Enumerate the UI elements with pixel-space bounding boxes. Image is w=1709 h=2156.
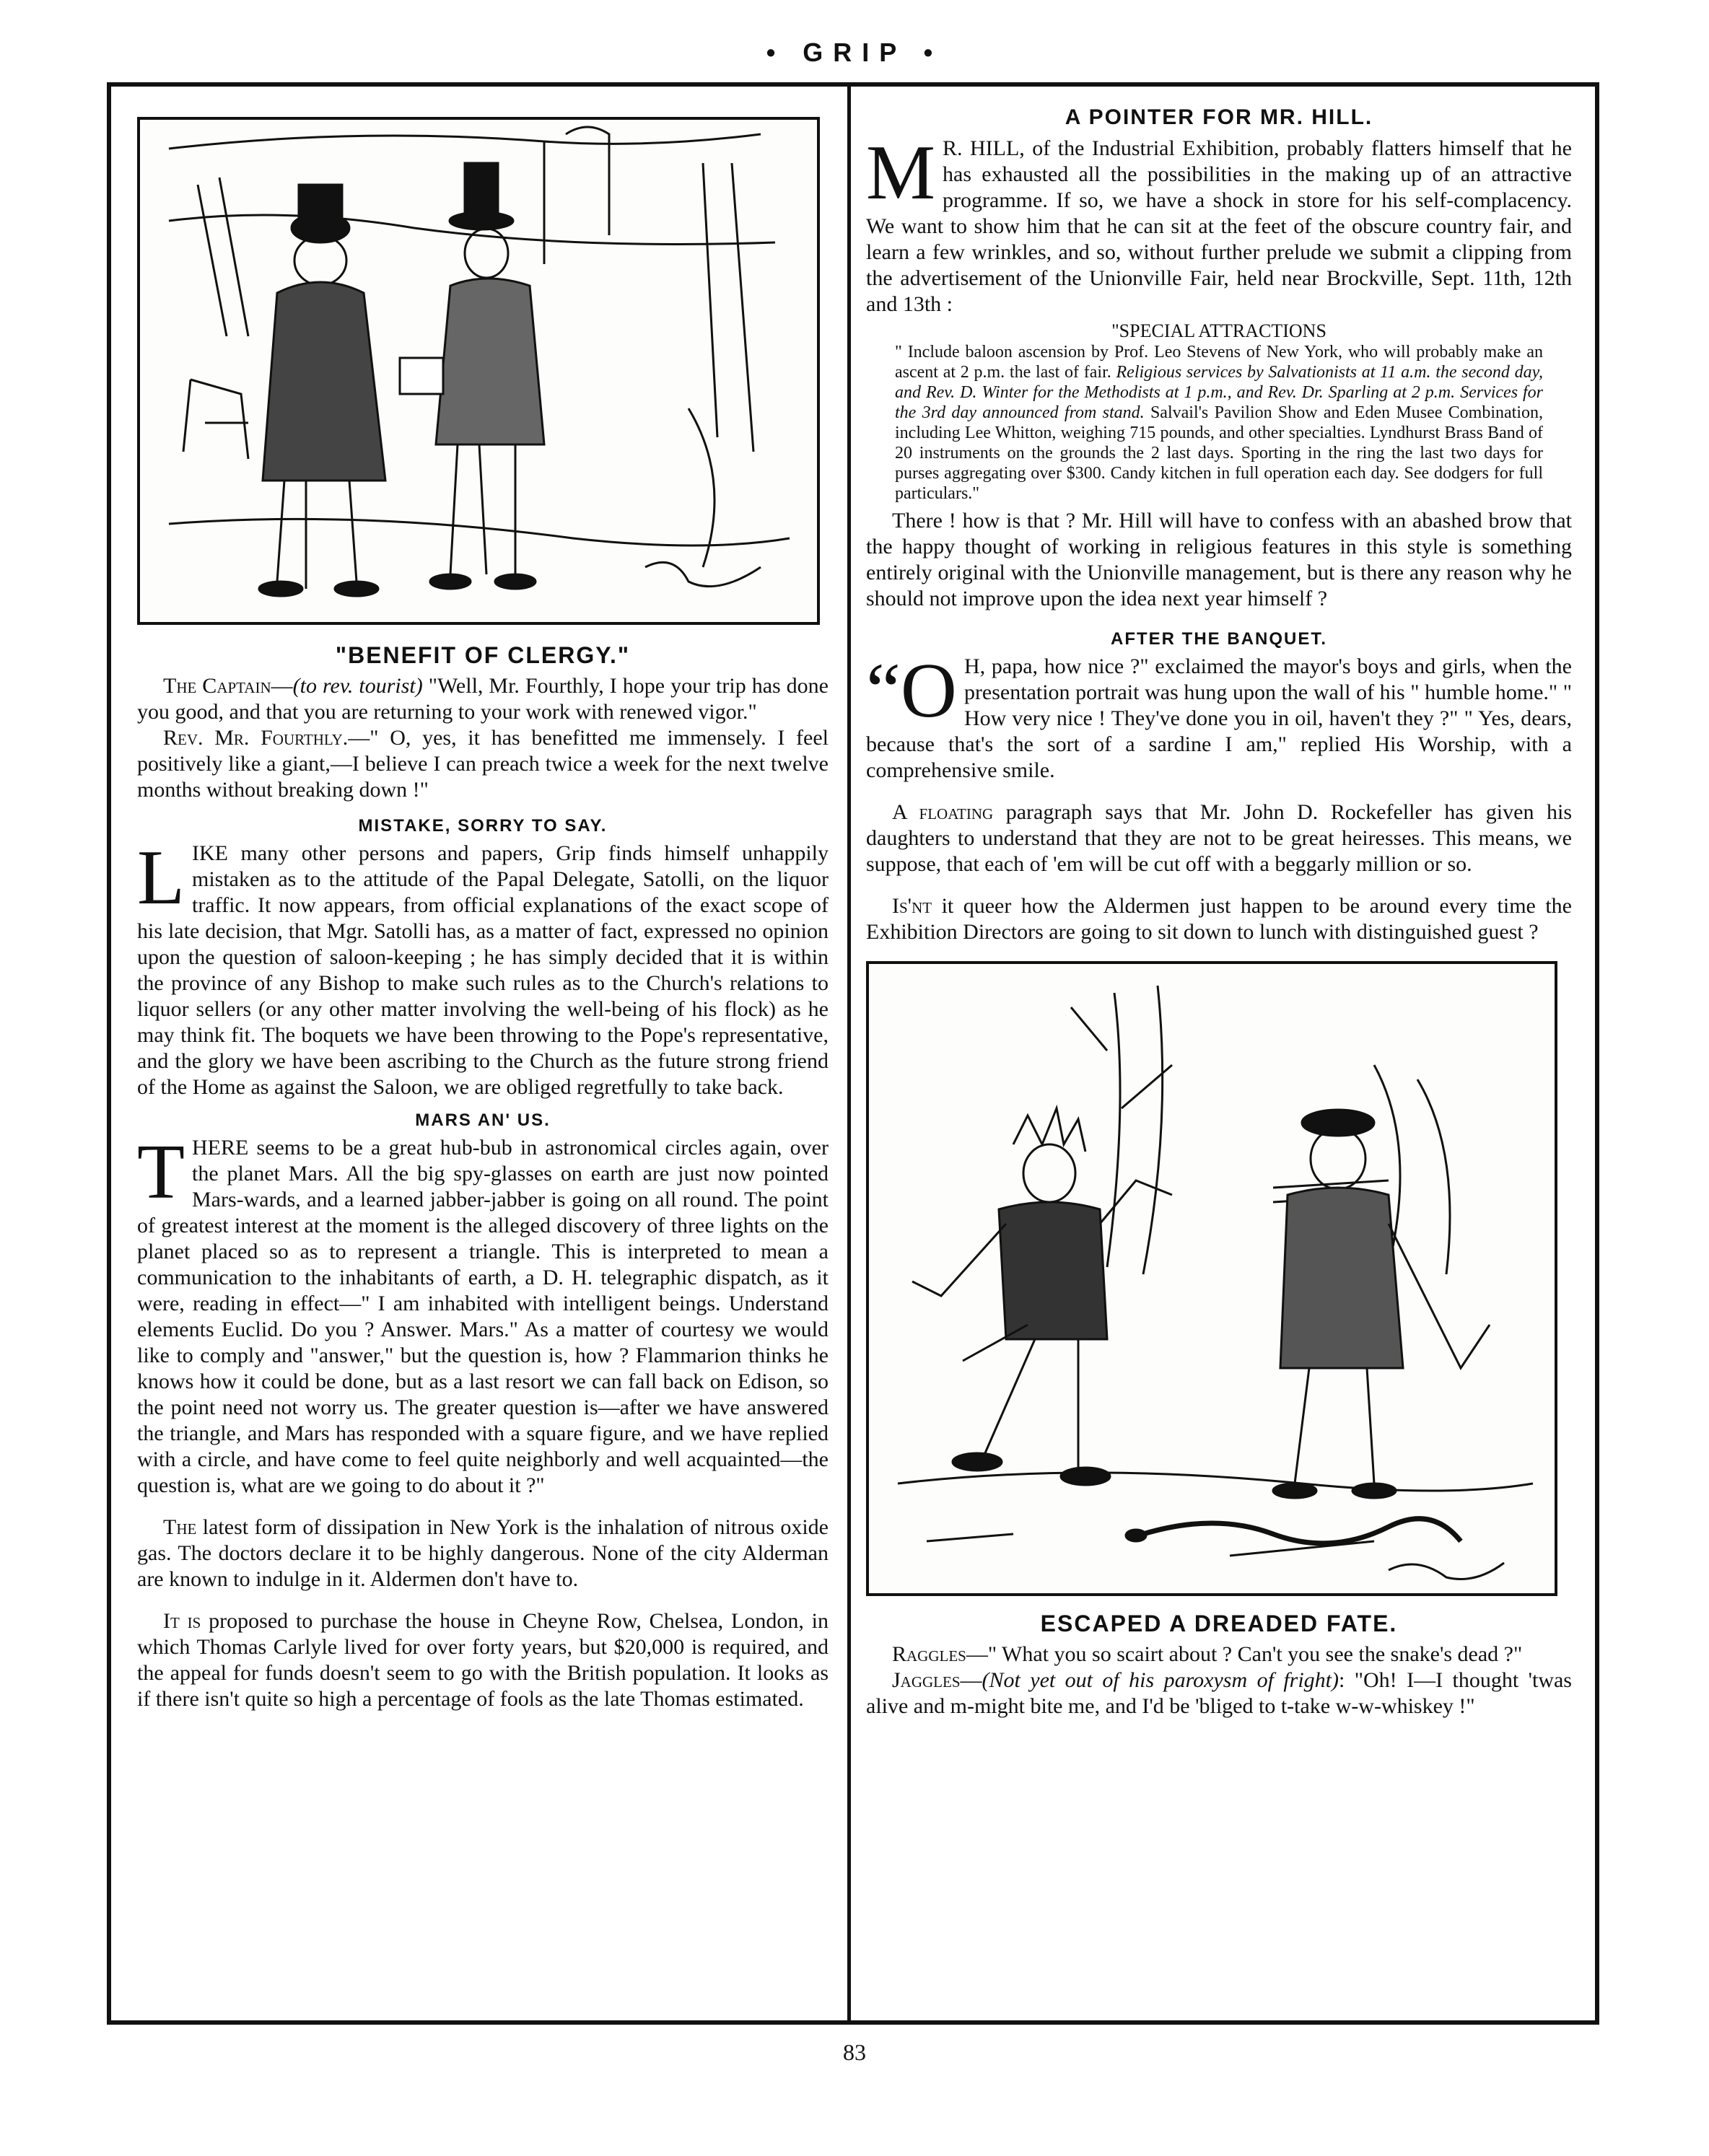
mistake-article [137,835,829,1100]
mars-drop-cap: T [137,1129,185,1215]
cartoon2-text1: " What you so scairt about ? Can't you see the snake's dead ?" [987,1642,1523,1666]
mars-article [137,1129,829,1499]
pointer-article [866,130,1572,317]
pointer-after: There ! how is that ? Mr. Hill will have to confess with an abashed brow that the happy thought of working in religious features in this style is something entirely original with the Unionville management, but is there any reason why he should not improve upon the idea next year himself ? [866,509,1572,610]
cartoon1-text1: "Well, Mr. Fourthly, I hope your trip has done you good, and that you are returning to your work with renewed vigor." [137,674,829,724]
mistake-drop-cap: L [137,835,185,921]
nitrous-article [137,1515,829,1592]
pointer-drop-cap: M [866,130,936,216]
snake-scene-illustration [866,961,1557,1596]
left-column [137,94,829,1712]
rockefeller-lead: A floating [892,800,994,824]
mars-title: MARS AN' US. [415,1110,551,1130]
carlyle-article [137,1608,829,1712]
cartoon2-speaker1: Raggles— [892,1642,988,1666]
column-divider [847,82,851,2025]
pointer-text: R. HILL, of the Industrial Exhibition, probably flatters himself that he has exhausted all the possibilities in the making up of an attractive programme. If so, we have a shock in store for his self-complacency. We want to show him that he can sit at the feet of the obscure country fair, and learn a few wrinkles, and so, without further prelude we submit a clipping from the advertisement of the Unionville Fair, held near Brockville, Sept. 11th, 12th and 13th : [866,136,1572,316]
mars-text: HERE seems to be a great hub-bub in astronomical circles again, over the planet Mars. All the big spy-glasses on earth are just now pointed Mars-wards, and a learned jabber-jabber is going on all round. The point of greatest interest at the moment is the alleged discovery of three lights on the planet placed so as to represent a triangle. This is interpreted to mean a communication to the inhabitants of earth, a D. H. telegraphic dispatch, as it were, reading in effect—" I am inhabited with intelligent beings. Understand elements Euclid. Do you ? Answer. Mars." As a matter of courtesy we would like to comply and "answer," but the question is, how ? Flammarion thinks he knows how it could be done, but as a last resort we can fall back on Edison, so the point need not worry us. The greater question is—after we have answered the triangle, and Mars has responded with a square figure, and we have replied with a circle, and have come to feel quite neighborly and well acquainted—the question is, what are we going to do about it ?" [137,1136,829,1497]
cartoon1-direction1: (to rev. tourist) [292,674,423,698]
cartoon2-title: ESCAPED A DREADED FATE. [1040,1611,1398,1636]
clipping-italic: Religious services by Salvationists at 11 a.m. the second day, and Rev. D. Winter for the Methodists at 1 p.m., and Rev. Dr. Sparling at 2 p.m. Services for the 3rd day announced from stand. [895,363,1543,422]
mistake-title: MISTAKE, SORRY TO SAY. [358,816,608,836]
banquet-text: H, papa, how nice ?" exclaimed the mayor's boys and girls, when the presentation portrait was hung upon the wall of his " humble home." " How very nice ! They've done you in oil, haven't they ?" " Yes, dears, because that's the sort of a sardine I am," replied His Worship, with a comprehensive smile. [866,654,1572,782]
banquet-drop-cap: “O [866,648,957,734]
clipping-text-a: " Include baloon ascension by Prof. Leo Stevens of New York, who will probably make an ascent at 2 p.m. the last of fair. [895,343,1543,382]
cartoon2-text2: : "Oh! I—I thought 'twas alive and m-might bite me, and I'd be 'bliged to t-take w-w-whiskey !" [866,1668,1572,1718]
aldermen-text: it queer how the Aldermen just happen to be around every time the Exhibition Directors are going to sit down to lunch with distinguished guest ? [866,894,1572,944]
pointer-title: A POINTER FOR MR. HILL. [1065,105,1373,129]
two-men-drawing-icon [140,120,817,622]
page-number: 83 [843,2039,866,2065]
aldermen-lead: Is'nt [892,894,932,918]
clipping-text-b: Salvail's Pavilion Show and Eden Musee Combination, including Lee Whitton, weighing 715 pounds, and other specialties. Lyndhurst Brass Band of 20 instruments on the grounds the 2 last days. Sporting in the ring the last two days for purses aggregating over $300. Candy kitchen in full operation each day. See dodgers for full particulars." [895,403,1543,503]
cartoon2-line2 [866,1668,1572,1719]
mistake-text: IKE many other persons and papers, Grip finds himself unhappily mistaken as to the attitude of the Papal Delegate, Satolli, on the liquor traffic. It now appears, from official explanations of the exact scope of his late decision, that Mgr. Satolli has, as a matter of fact, expressed no opinion upon the question of saloon-keeping ; he has simply decided that it is within the province of any Bishop to make such rules as to the Church's relations to liquor sellers (or any other matter involving the well-being of his flock) as he may think fit. The boquets we have been throwing to the Pope's representative, and the glory we have been ascribing to the Church as the future strong friend of the Home as against the Saloon, we are obliged regretfully to take back. [137,841,829,1099]
cartoon2-direction2: (Not yet out of his paroxysm of fright) [982,1668,1339,1692]
cartoon2-speaker2: Jaggles— [892,1668,982,1692]
banquet-title: AFTER THE BANQUET. [1111,629,1327,649]
cartoon1-speaker2: Rev. Mr. Fourthly.— [163,726,370,750]
nitrous-text: latest form of dissipation in New York is the inhalation of nitrous oxide gas. The doctors declare it to be highly dangerous. None of the city Alderman are known to indulge in it. Aldermen don't have to. [137,1515,829,1591]
cartoon1-text2: " O, yes, it has benefitted me immensely. I feel positively like a giant,—I believe I can preach twice a week for the next twelve months without breaking down !" [137,726,829,802]
clipping-heading: "SPECIAL ATTRACTIONS [1111,320,1326,341]
nitrous-lead: The [163,1515,197,1539]
right-column [866,94,1572,1719]
carlyle-lead: It is [163,1609,201,1633]
aldermen-article [866,893,1572,945]
cartoon1-title: "BENEFIT OF CLERGY." [335,642,631,668]
masthead: • GRIP • [766,38,943,67]
snake-scene-drawing-icon [869,964,1555,1593]
cartoon1-speaker1: The Captain— [163,674,293,698]
banquet-article [866,648,1572,784]
cartoon2-line1 [866,1642,1572,1668]
rockefeller-article [866,799,1572,877]
two-men-illustration [137,117,820,625]
cartoon1-line2 [137,725,829,803]
carlyle-text: proposed to purchase the house in Cheyne Row, Chelsea, London, in which Thomas Carlyle lived for over forty years, but $20,000 is required, and the appeal for funds doesn't seem to go with the British population. It looks as if there isn't quite so high a percentage of fools as the late Thomas estimated. [137,1609,829,1711]
clipping-text [866,342,1572,504]
rockefeller-text: paragraph says that Mr. John D. Rockefeller has given his daughters to understand that they are not to be great heiresses. This means, we suppose, that each of 'em will be cut off with a beggarly million or so. [866,800,1573,876]
cartoon1-line1 [137,673,829,725]
